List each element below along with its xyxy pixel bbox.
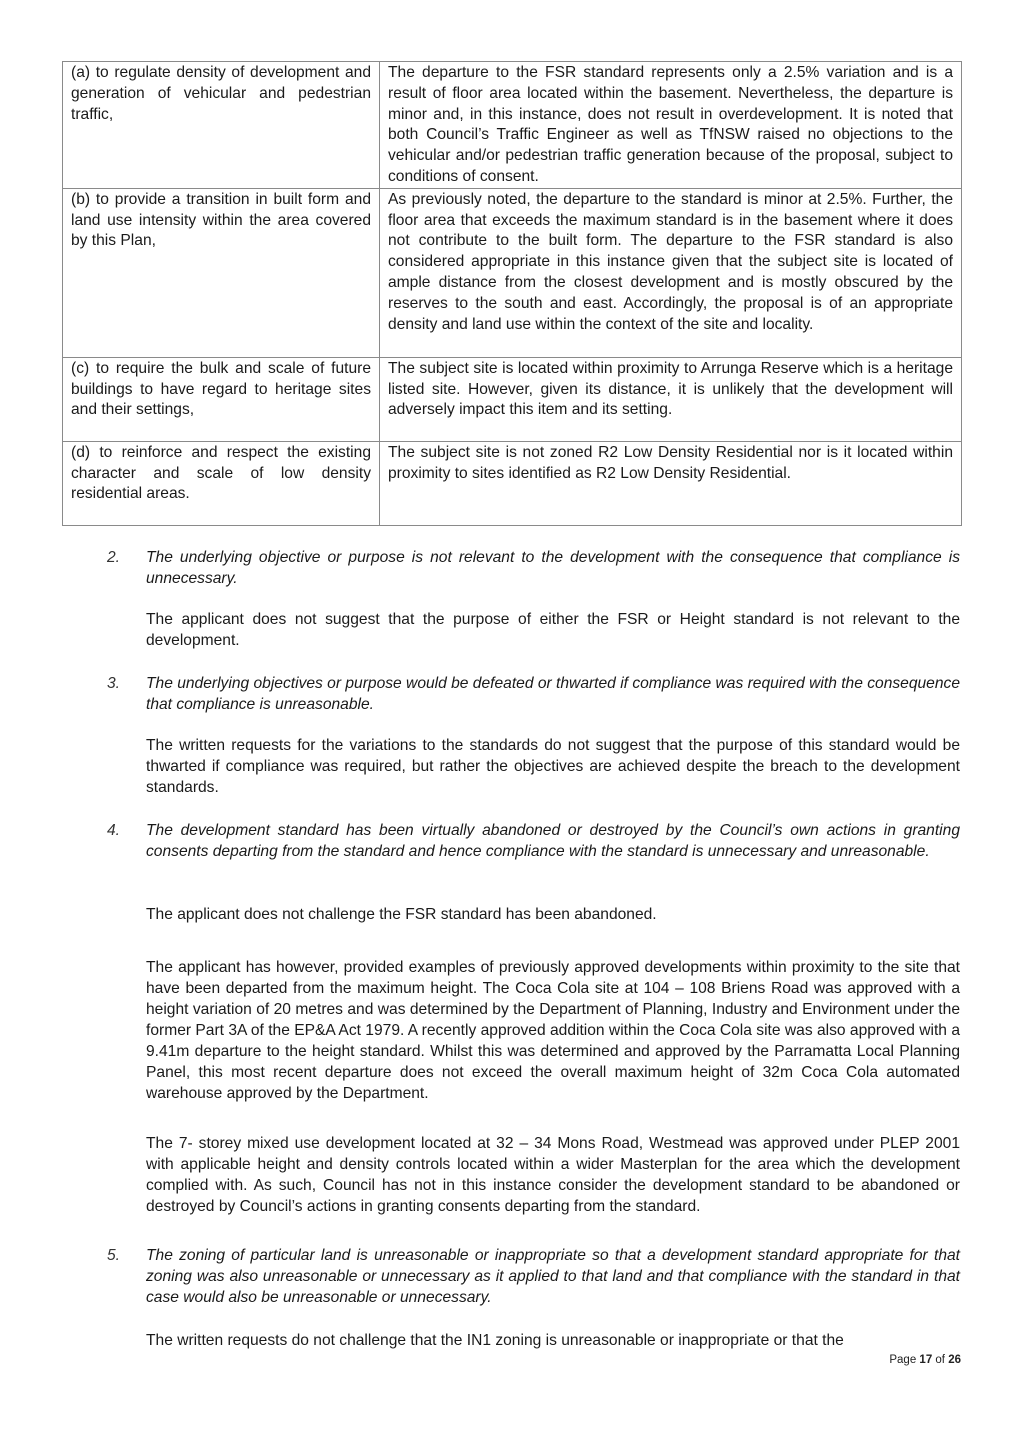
table-row (63, 441, 962, 525)
section-3-body (146, 735, 960, 798)
section-heading: The underlying objective or purpose is not relevant to the development with the consequence that compliance is unnecessary. (146, 549, 960, 587)
page-number (889, 1354, 961, 1366)
section-4-body-2 (146, 957, 960, 1104)
section-5 (146, 1245, 960, 1308)
objective-cell: (d) to reinforce and respect the existing character and scale of low density residential areas. (63, 441, 380, 525)
paragraph: The applicant has however, provided examples of previously approved developments within proximity to the site that have been departed from the maximum height. The Coca Cola site at 104 – 108 Briens Road was approved with a height variation of 20 metres and was determined by the Department of Planning, Industry and Environment under the former Part 3A of the EP&A Act 1979. A recently approved addition within the Coca Cola site was also approved with a 9.41m departure to the height standard. Whilst this was determined and approved by the Parramatta Local Planning Panel, this most recent departure does not exceed the overall maximum height of 32m Coca Cola automated warehouse approved by the Department. (146, 959, 960, 1102)
total-pages: 26 (948, 1354, 961, 1366)
table-row (63, 62, 962, 189)
objective-cell: (a) to regulate density of development and generation of vehicular and pedestrian traffic, (63, 62, 380, 189)
paragraph: The 7- storey mixed use development located at 32 – 34 Mons Road, Westmead was approved under PLEP 2001 with applicable height and density controls located within a wider Masterplan for the area which the development complied with. As such, Council has not in this instance consider the development standard to be abandoned or destroyed by Council’s actions in granting consents departing from the standard. (146, 1135, 960, 1215)
objective-cell: (b) to provide a transition in built form and land use intensity within the area covered by this Plan, (63, 188, 380, 357)
section-4-body-3 (146, 1133, 960, 1217)
comment-cell: As previously noted, the departure to the standard is minor at 2.5%. Further, the floor area that exceeds the maximum standard is in the basement where it does not contribute to the built form. The departure to the FSR standard is also considered appropriate in this instance given that the subject site is located of ample distance from the closest development and is mostly obscured by the reserves to the south and east. Accordingly, the proposal is of an appropriate density and land use within the context of the site and locality. (380, 188, 962, 357)
section-2 (146, 547, 960, 589)
section-number: 4. (107, 822, 121, 839)
section-number: 5. (107, 1247, 121, 1264)
section-4 (146, 820, 960, 862)
section-number: 3. (107, 675, 121, 692)
table-row (63, 188, 962, 357)
current-page: 17 (919, 1354, 933, 1366)
comment-cell: The subject site is located within proximity to Arrunga Reserve which is a heritage listed site. However, given its distance, it is unlikely that the development will adversely impact this item and its setting. (380, 357, 962, 441)
section-5-body (146, 1330, 960, 1351)
comment-cell: The departure to the FSR standard represents only a 2.5% variation and is a result of floor area located within the basement. Nevertheless, the departure is minor and, in this instance, does not result in overdevelopment. It is noted that both Council’s Traffic Engineer as well as TfNSW raised no objections to the vehicular and/or pedestrian traffic generation because of the proposal, subject to conditions of consent. (380, 62, 962, 189)
section-4-body-1 (146, 904, 960, 925)
page-of-label: of (932, 1354, 949, 1366)
paragraph: The written requests do not challenge that the IN1 zoning is unreasonable or inappropriate or that the (146, 1332, 844, 1349)
page-label: Page (889, 1354, 920, 1366)
table-row (63, 357, 962, 441)
section-2-body (146, 609, 960, 651)
objective-cell: (c) to require the bulk and scale of future buildings to have regard to heritage sites and their settings, (63, 357, 380, 441)
section-3 (146, 673, 960, 715)
comment-cell: The subject site is not zoned R2 Low Density Residential nor is it located within proximity to sites identified as R2 Low Density Residential. (380, 441, 962, 525)
section-heading: The zoning of particular land is unreasonable or inappropriate so that a development standard appropriate for that zoning was also unreasonable or unnecessary as it applied to that land and that compliance with the standard in that case would also be unreasonable or unnecessary. (146, 1247, 960, 1306)
section-number: 2. (107, 549, 121, 566)
paragraph: The written requests for the variations to the standards do not suggest that the purpose of this standard would be thwarted if compliance was required, but rather the objectives are achieved despite the breach to the development standards. (146, 737, 960, 796)
objectives-table (62, 61, 962, 526)
section-heading: The development standard has been virtually abandoned or destroyed by the Council’s own actions in granting consents departing from the standard and hence compliance with the standard is unnecessary and unreasonable. (146, 822, 960, 860)
section-heading: The underlying objectives or purpose would be defeated or thwarted if compliance was required with the consequence that compliance is unreasonable. (146, 675, 960, 713)
paragraph: The applicant does not suggest that the purpose of either the FSR or Height standard is not relevant to the development. (146, 611, 960, 649)
paragraph: The applicant does not challenge the FSR standard has been abandoned. (146, 906, 657, 923)
